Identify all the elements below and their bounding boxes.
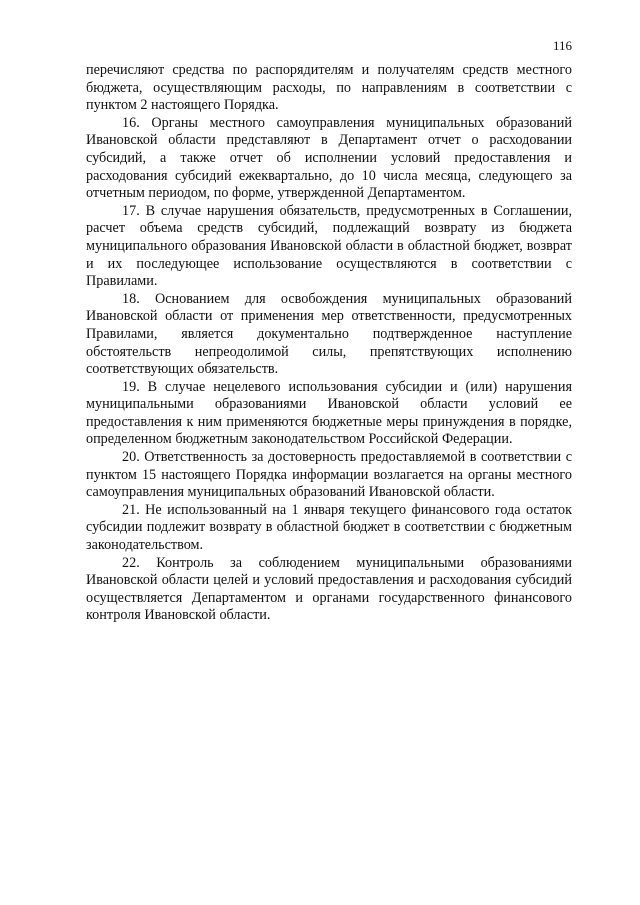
- paragraph-21: 21. Не использованный на 1 января текущего финансового года остаток субсидии подлежит возврату в областной бюджет в соответствии с бюджетным законодательством.: [86, 501, 572, 554]
- paragraph-16: 16. Органы местного самоуправления муниципальных образований Ивановской области представляют в Департамент отчет о расходовании субсидий, а также отчет об исполнении условий предоставления и расходования субсидий ежеквартально, до 10 числа месяца, следующего за отчетным периодом, по форме, утвержденной Департаментом.: [86, 114, 572, 202]
- document-body: [86, 62, 572, 625]
- paragraph-17: 17. В случае нарушения обязательств, предусмотренных в Соглашении, расчет объема средств субсидий, подлежащий возврату из бюджета муниципального образования Ивановской области в областной бюджет, возврат и их последующее использование осуществляются в соответствии с Правилами.: [86, 202, 572, 290]
- paragraph-19: 19. В случае нецелевого использования субсидии и (или) нарушения муниципальными образованиями Ивановской области условий ее предоставления к ним применяются бюджетные меры принуждения в порядке, определенном бюджетным законодательством Российской Федерации.: [86, 378, 572, 448]
- paragraph-22: 22. Контроль за соблюдением муниципальными образованиями Ивановской области целей и условий предоставления и расходования субсидий осуществляется Департаментом и органами государственного финансового контроля Ивановской области.: [86, 554, 572, 624]
- paragraph-18: 18. Основанием для освобождения муниципальных образований Ивановской области от применения мер ответственности, предусмотренных Правилами, является документально подтвержденное наступление обстоятельств непреодолимой силы, препятствующих исполнению соответствующих обязательств.: [86, 290, 572, 378]
- paragraph-20: 20. Ответственность за достоверность предоставляемой в соответствии с пунктом 15 настоящего Порядка информации возлагается на органы местного самоуправления муниципальных образований Ивановской области.: [86, 449, 572, 501]
- paragraph-continuation: перечисляют средства по распорядителям и получателям средств местного бюджета, осуществляющим расходы, по направлениям в соответствии с пунктом 2 настоящего Порядка.: [86, 62, 572, 114]
- page-number: 116: [552, 38, 572, 53]
